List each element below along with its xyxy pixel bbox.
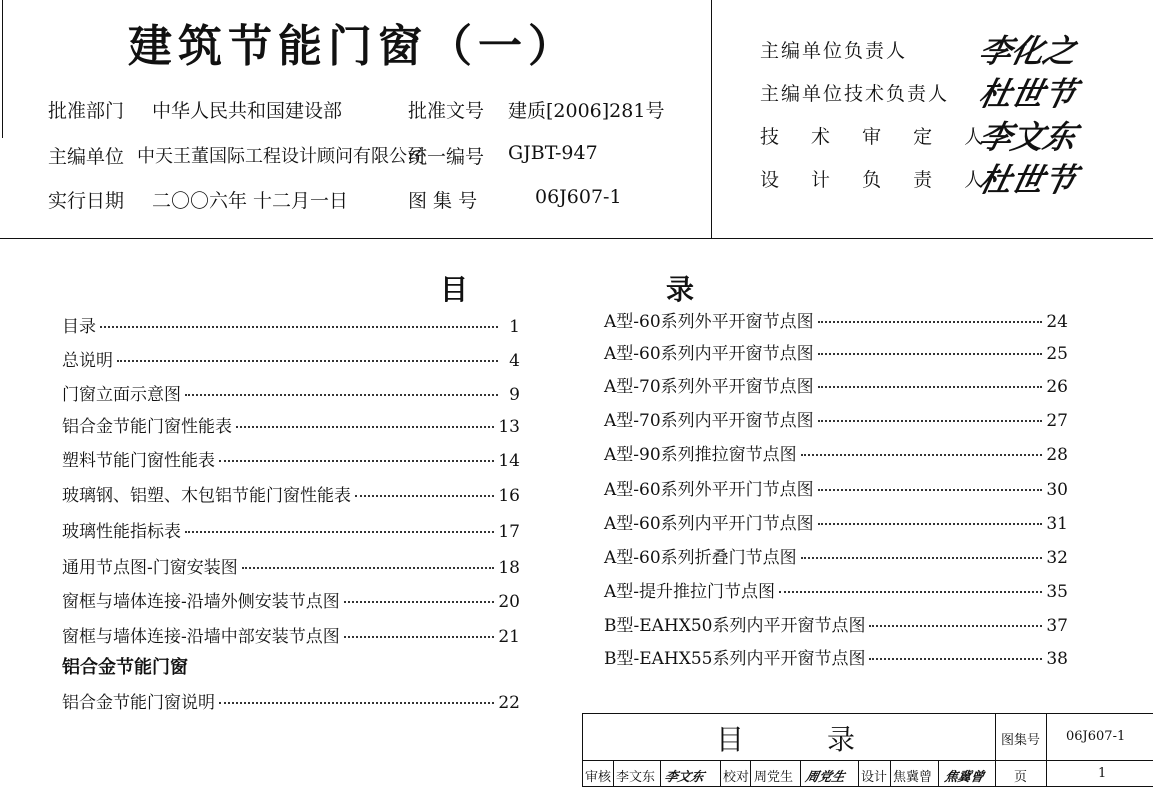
toc-entry-page: 9	[509, 385, 520, 405]
meta-label: 主编单位	[48, 146, 125, 168]
tb-design-name: 焦冀曾	[893, 770, 933, 785]
responsible-role: 设 计 负 责 人	[760, 169, 997, 191]
toc-leader-dots	[344, 636, 495, 638]
responsible-signature: 杜世节	[975, 161, 1080, 199]
toc-entry	[62, 380, 520, 405]
toc-entry-title: 铝合金节能门窗说明	[62, 693, 215, 713]
toc-entry-title: A型-60系列折叠门节点图	[604, 548, 797, 568]
toc-entry	[62, 481, 520, 506]
meta-label: 批准部门	[48, 100, 125, 122]
toc-entry-title: A型-70系列外平开窗节点图	[604, 377, 814, 397]
toc-entry-title: 目录	[62, 317, 96, 337]
toc-entry-page: 22	[498, 693, 520, 713]
tb-cell-line-e	[800, 760, 801, 786]
toc-entry	[604, 611, 1068, 636]
document-title: 建筑节能门窗（一）	[128, 21, 578, 72]
toc-leader-dots	[100, 326, 498, 328]
toc-leader-dots	[117, 360, 498, 362]
toc-entry-title: A型-60系列内平开门节点图	[604, 514, 814, 534]
toc-section-heading: 铝合金节能门窗	[62, 657, 188, 678]
toc-entry-title: 玻璃钢、铝塑、木包铝节能门窗性能表	[62, 486, 351, 506]
toc-leader-dots	[818, 386, 1043, 388]
tb-atlas-value: 06J607-1	[1066, 729, 1126, 744]
toc-entry-page: 18	[498, 558, 520, 578]
toc-entry-title: A型-60系列外平开窗节点图	[604, 312, 814, 332]
toc-leader-dots	[219, 702, 494, 704]
toc-entry	[604, 406, 1068, 431]
toc-leader-dots	[869, 625, 1042, 627]
meta-value-2: 06J607-1	[535, 186, 622, 208]
toc-entry-page: 27	[1046, 411, 1068, 431]
toc-entry-page: 30	[1046, 480, 1068, 500]
tb-cell-line-h	[938, 760, 939, 786]
meta-label: 实行日期	[48, 190, 125, 212]
toc-leader-dots	[219, 460, 494, 462]
toc-entry-page: 16	[498, 486, 520, 506]
toc-entry-title: B型-EAHX55系列内平开窗节点图	[604, 649, 866, 669]
toc-leader-dots	[818, 489, 1043, 491]
meta-value: 中天王董国际工程设计顾问有限公司	[137, 146, 425, 167]
toc-entry-page: 32	[1046, 548, 1068, 568]
toc-leader-dots	[779, 591, 1042, 593]
toc-entry	[604, 509, 1068, 534]
toc-entry	[604, 543, 1068, 568]
toc-leader-dots	[236, 426, 494, 428]
toc-heading-right: 录	[666, 273, 695, 306]
toc-leader-dots	[818, 523, 1043, 525]
toc-entry	[604, 440, 1068, 465]
toc-entry-page: 13	[498, 417, 520, 437]
tb-review-label: 审核	[585, 770, 612, 785]
toc-entry-title: B型-EAHX50系列内平开窗节点图	[604, 616, 866, 636]
toc-entry-title: A型-60系列内平开窗节点图	[604, 344, 814, 364]
toc-entry-title: 总说明	[62, 351, 113, 371]
toc-leader-dots	[185, 531, 494, 533]
toc-entry	[604, 372, 1068, 397]
toc-entry-page: 31	[1046, 514, 1068, 534]
toc-entry-page: 25	[1046, 344, 1068, 364]
toc-entry-title: A型-60系列外平开门节点图	[604, 480, 814, 500]
tb-design-signature: 焦冀曾	[942, 770, 986, 785]
toc-entry-page: 24	[1046, 312, 1068, 332]
tb-top-line	[582, 713, 1153, 714]
toc-entry	[604, 339, 1068, 364]
toc-entry	[604, 577, 1068, 602]
toc-leader-dots	[242, 567, 495, 569]
meta-label-2: 批准文号	[408, 100, 485, 122]
tb-cell-line-f	[858, 760, 859, 786]
toc-entry-page: 1	[509, 317, 520, 337]
tb-cell-line-b	[660, 760, 661, 786]
meta-value: 中华人民共和国建设部	[152, 100, 343, 122]
toc-entry-page: 38	[1046, 649, 1068, 669]
meta-value-2: 建质[2006]281号	[508, 100, 665, 122]
toc-entry-page: 17	[498, 522, 520, 542]
toc-entry	[62, 622, 520, 647]
responsible-signature: 李化之	[975, 32, 1080, 70]
header-left-border	[2, 0, 3, 138]
toc-leader-dots	[818, 420, 1043, 422]
meta-value: 二〇〇六年 十二月一日	[152, 190, 349, 212]
toc-leader-dots	[801, 557, 1043, 559]
responsible-role: 技 术 审 定 人	[760, 126, 997, 148]
tb-review-signature: 李文东	[662, 770, 706, 785]
toc-entry-page: 28	[1046, 445, 1068, 465]
tb-page-label: 页	[1014, 770, 1028, 785]
header-bottom-border	[0, 238, 1153, 239]
toc-entry-title: A型-90系列推拉窗节点图	[604, 445, 797, 465]
toc-entry-title: 铝合金节能门窗性能表	[62, 417, 232, 437]
toc-entry	[62, 312, 520, 337]
toc-entry-title: 玻璃性能指标表	[62, 522, 181, 542]
toc-entry	[62, 346, 520, 371]
toc-entry	[604, 307, 1068, 332]
tb-col-line-1	[995, 713, 996, 786]
responsible-role: 主编单位负责人	[760, 40, 908, 62]
toc-entry-page: 35	[1046, 582, 1068, 602]
toc-entry	[62, 688, 520, 713]
toc-entry-page: 4	[509, 351, 520, 371]
toc-leader-dots	[801, 454, 1043, 456]
tb-atlas-label: 图集号	[1001, 733, 1041, 748]
tb-cell-line-c	[720, 760, 721, 786]
meta-label-2: 统一编号	[408, 146, 485, 168]
toc-entry	[62, 412, 520, 437]
tb-mid-line	[582, 760, 1153, 761]
toc-entry	[62, 587, 520, 612]
toc-entry-title: 窗框与墙体连接-沿墙外侧安装节点图	[62, 592, 340, 612]
toc-leader-dots	[355, 495, 494, 497]
toc-entry	[604, 644, 1068, 669]
toc-leader-dots	[818, 353, 1043, 355]
tb-cell-line-a	[613, 760, 614, 786]
toc-entry-page: 21	[498, 627, 520, 647]
toc-entry-page: 20	[498, 592, 520, 612]
toc-entry-title: 塑料节能门窗性能表	[62, 451, 215, 471]
meta-label-2: 图 集 号	[408, 190, 478, 212]
tb-check-label: 校对	[723, 770, 750, 785]
tb-review-name: 李文东	[616, 770, 656, 785]
toc-entry	[62, 517, 520, 542]
toc-entry-page: 14	[498, 451, 520, 471]
toc-entry	[604, 475, 1068, 500]
toc-leader-dots	[869, 658, 1042, 660]
toc-entry-title: A型-70系列内平开窗节点图	[604, 411, 814, 431]
tb-check-signature: 周党生	[803, 770, 847, 785]
toc-leader-dots	[344, 601, 495, 603]
tb-page-value: 1	[1098, 766, 1107, 781]
toc-leader-dots	[185, 394, 498, 396]
header-divider	[711, 0, 712, 238]
toc-entry-page: 26	[1046, 377, 1068, 397]
tb-col-line-2	[1046, 713, 1047, 786]
toc-entry	[62, 446, 520, 471]
tb-left-line	[582, 713, 583, 786]
toc-entry	[62, 553, 520, 578]
toc-leader-dots	[818, 321, 1043, 323]
meta-value-2: GJBT-947	[508, 142, 598, 164]
toc-entry-title: 窗框与墙体连接-沿墙中部安装节点图	[62, 627, 340, 647]
toc-entry-title: 门窗立面示意图	[62, 385, 181, 405]
tb-cell-line-g	[890, 760, 891, 786]
tb-design-label: 设计	[861, 770, 888, 785]
toc-entry-title: 通用节点图-门窗安装图	[62, 558, 238, 578]
tb-title-right: 录	[827, 723, 856, 756]
tb-cell-line-d	[750, 760, 751, 786]
tb-title-left: 目	[716, 723, 745, 756]
responsible-role: 主编单位技术负责人	[760, 83, 950, 105]
responsible-signature: 杜世节	[975, 75, 1080, 113]
toc-entry-page: 37	[1046, 616, 1068, 636]
responsible-signature: 李文东	[975, 118, 1080, 156]
toc-heading-left: 目	[440, 273, 469, 306]
tb-check-name: 周党生	[754, 770, 794, 785]
toc-entry-title: A型-提升推拉门节点图	[604, 582, 776, 602]
